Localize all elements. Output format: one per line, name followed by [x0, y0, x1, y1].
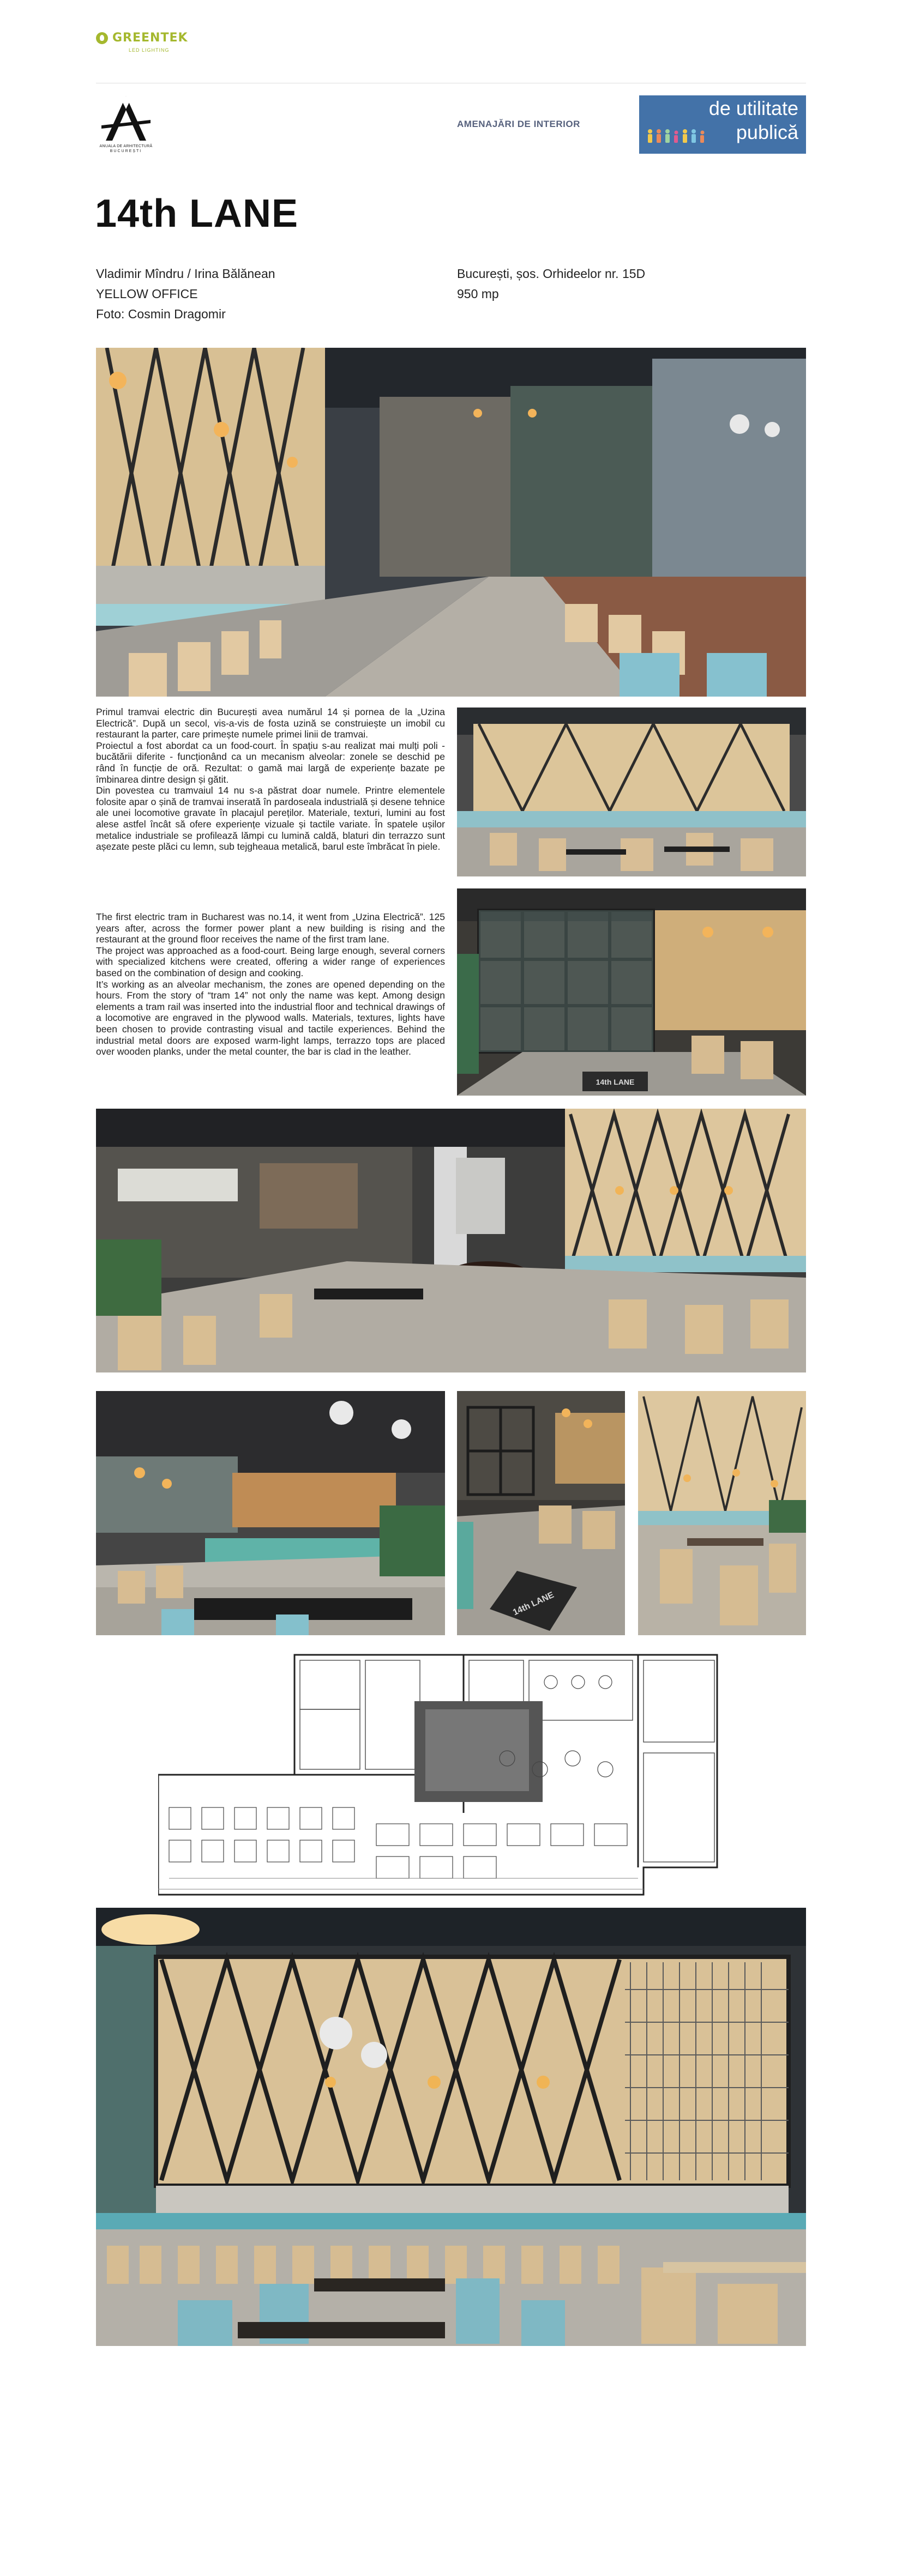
- authors: Vladimir Mîndru / Irina Bălănean: [96, 267, 275, 281]
- paragraph: The first electric tram in Bucharest was no.14, it went from „Uzina Electrică”. 125 years after, across the former power plant a new building is rising and the restaurant at the ground floor receives the name of the first tram lane.: [96, 911, 445, 945]
- area: 950 mp: [457, 287, 499, 301]
- floor-sign-text: 14th LANE: [511, 1590, 556, 1618]
- photo-bar-counter: [96, 1391, 445, 1635]
- people-icon: [646, 127, 722, 147]
- project-credits: [96, 264, 275, 324]
- photo-metal-doors: [457, 888, 806, 1096]
- annual-architecture-logo[interactable]: [96, 94, 156, 159]
- address: București, șos. Orhideelor nr. 15D: [457, 267, 646, 281]
- description-ro: [96, 706, 445, 852]
- photo-tram-rail-floor: [457, 1391, 625, 1635]
- badge-line1: de utilitate: [708, 97, 798, 119]
- paragraph: Din povestea cu tramvaiul 14 nu s-a păstrat doar numele. Printre elementele folosite apar o șină de tramvai inserată în pardoseala industrială și desene tehnice ale unei locomotive gravate în placajul pereților. Materiale, texturi, lumini au fost alese astfel încât să ofere experiențe vizuale și tactile variate. În spatele ușilor metalice industriale se profilează lămpi cu lumină caldă, blaturi din terrazzo sunt așezate peste plăci cu lemn, sub tejgheaua metalică, barul este îmbrăcat în piele.: [96, 785, 445, 852]
- photo-hero-interior: [96, 348, 806, 697]
- brand-sub: LED LIGHTING: [129, 47, 170, 53]
- floor-plan-drawing: [158, 1649, 721, 1899]
- bulb-icon: [96, 32, 108, 44]
- public-utility-badge[interactable]: [639, 95, 806, 154]
- category-label: AMENAJĂRI DE INTERIOR: [457, 119, 580, 129]
- photo-plywood-hall: [96, 1908, 806, 2346]
- project-title: 14th LANE: [95, 192, 299, 235]
- paragraph: Primul tramvai electric din București avea numărul 14 și pornea de la „Uzina Electrică”. După un secol, vis-a-vis de fosta uzină se construiește un imobil cu restaurant la parter, care primește numele primei linii de tramvai.: [96, 706, 445, 740]
- floor-sign-text: 14th LANE: [596, 1078, 635, 1086]
- photo-seating-area: [638, 1391, 806, 1635]
- description-en: [96, 911, 445, 1057]
- project-location: [457, 264, 645, 304]
- paragraph: The project was approached as a food-court. Being large enough, several corners with specialized kitchens were created, offering a wider range of experiences based on the combination of design and cooking.: [96, 945, 445, 978]
- greentek-logo[interactable]: [96, 27, 188, 53]
- office: YELLOW OFFICE: [96, 287, 198, 301]
- brand-name: GREENTEK: [112, 31, 188, 45]
- photo-credit: Foto: Cosmin Dragomir: [96, 307, 226, 321]
- annual-a-icon: [96, 94, 156, 143]
- photo-plywood-wall: [457, 708, 806, 876]
- photo-food-court-wide: [96, 1109, 806, 1372]
- annual-logo-text: ANUALA DE ARHITECTURĂ BUCUREȘTI: [99, 144, 153, 153]
- badge-line2: publică: [736, 121, 798, 143]
- paragraph: It’s working as an alveolar mechanism, the zones are opened depending on the hours. From the story of “tram 14” not only the name was kept. Among design elements a tram rail was inserted into the industrial floor and technical drawings of a locomotive are engraved in the plywood walls. Materials, textures, lights have been chosen to provide contrasting visual and tactile experiences. Behind the industrial metal doors are exposed warm-light lamps, terrazzo tops are placed over wooden planks, under the metal counter, the bar is clad in the leather.: [96, 978, 445, 1057]
- paragraph: Proiectul a fost abordat ca un food-court. În spațiu s-au realizat mai mulți poli - bucătării diferite - funcționând ca un mecanism alveolar: zonele se deschid pe rând în funcție de oră. Rezultat: o gamă mai largă de experiențe bazate pe îmbinarea dintre design și gătit.: [96, 740, 445, 785]
